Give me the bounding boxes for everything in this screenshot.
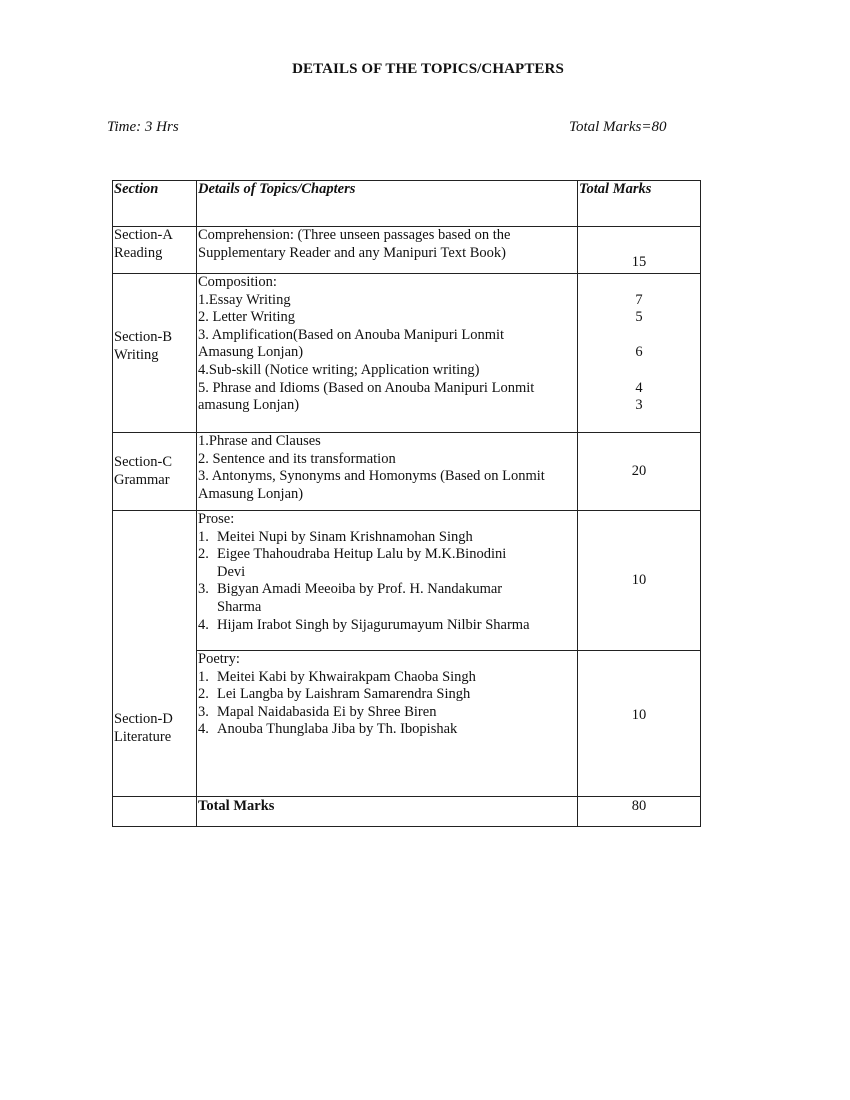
detail-line: 3. Antonyms, Synonyms and Homonyms (Based on Lonmit [198,468,545,485]
poetry-item: 3. Mapal Naidabasida Ei by Shree Biren [198,703,437,720]
total-marks-header: Total Marks=80 [569,119,667,135]
detail-line: 1.Essay Writing [198,291,291,308]
detail-line: Comprehension: (Three unseen passages based on the [198,227,511,243]
table-row-section-c [113,433,701,511]
poetry-marks: 10 [578,650,701,796]
detail-line: 5. Phrase and Idioms (Based on Anouba Manipuri Lonmit [198,379,535,396]
marks-letter: 5 [635,309,643,326]
section-skill: Literature [114,728,172,745]
section-b-marks [578,274,701,433]
column-header-marks: Total Marks [578,181,701,227]
prose-item: 3. Bigyan Amadi Meeoiba by Prof. H. Nandakumar [198,581,503,598]
section-skill: Writing [114,347,159,363]
section-a-marks: 15 [578,227,701,274]
section-a-details [197,227,578,274]
total-empty-cell [113,797,197,827]
prose-item: 4. Hijam Irabot Singh by Sijagurumayum Nilbir Sharma [198,616,530,633]
prose-details [197,511,578,651]
detail-line: 1.Phrase and Clauses [198,433,321,449]
prose-heading: Prose: [198,511,235,527]
section-skill: Reading [114,244,163,261]
detail-line: Amasung Lonjan) [198,344,304,361]
section-b-name [113,274,197,433]
section-label: Section-B [114,329,172,346]
marks-amplification: 6 [635,344,643,361]
detail-line: 3. Amplification(Based on Anouba Manipuri Lonmit [198,326,505,343]
section-skill: Grammar [114,471,170,488]
topics-table [112,180,701,827]
table-row-section-a [113,227,701,274]
column-header-details: Details of Topics/Chapters [197,181,578,227]
table-row-total [113,797,701,827]
detail-line: Amasung Lonjan) [198,485,304,502]
poetry-item: 1. Meitei Kabi by Khwairakpam Chaoba Singh [198,668,476,685]
section-b-details [197,274,578,433]
detail-line: 2. Sentence and its transformation [198,450,396,467]
detail-line: 4.Sub-skill (Notice writing; Application writing) [198,361,480,378]
marks-phrase-idioms-2: 3 [635,397,643,414]
prose-item-continuation: Devi [217,563,246,580]
section-label: Section-C [114,453,172,470]
detail-line: 2. Letter Writing [198,309,295,326]
section-c-details [197,433,578,511]
section-a-name [113,227,197,274]
prose-item-continuation: Sharma [217,598,262,615]
prose-item: 1. Meitei Nupi by Sinam Krishnamohan Singh [198,528,473,545]
table-row-section-d-poetry [113,650,701,796]
section-c-marks: 20 [578,433,701,511]
poetry-heading: Poetry: [198,650,240,667]
page-title: DETAILS OF THE TOPICS/CHAPTERS [292,61,564,77]
table-row-section-d-prose [113,511,701,651]
table-header-row [113,181,701,227]
detail-line: amasung Lonjan) [198,397,300,414]
total-marks-value: 80 [578,797,701,827]
marks-essay: 7 [635,291,643,308]
marks-phrase-idioms-1: 4 [635,379,643,396]
detail-line: Supplementary Reader and any Manipuri Text Book) [198,244,506,261]
detail-line: Composition: [198,274,277,290]
prose-marks: 10 [578,511,701,651]
poetry-item: 4. Anouba Thunglaba Jiba by Th. Ibopishak [198,721,458,738]
time-allowed: Time: 3 Hrs [107,119,179,135]
table-row-section-b [113,274,701,433]
section-c-name [113,433,197,511]
prose-item: 2. Eigee Thahoudraba Heitup Lalu by M.K.Binodini [198,546,507,563]
section-label: Section-A [114,227,173,243]
section-label: Section-D [114,710,173,727]
total-marks-label: Total Marks [197,797,578,827]
column-header-section: Section [113,181,197,227]
poetry-details [197,650,578,796]
section-d-name [113,511,197,797]
poetry-item: 2. Lei Langba by Laishram Samarendra Singh [198,686,471,703]
